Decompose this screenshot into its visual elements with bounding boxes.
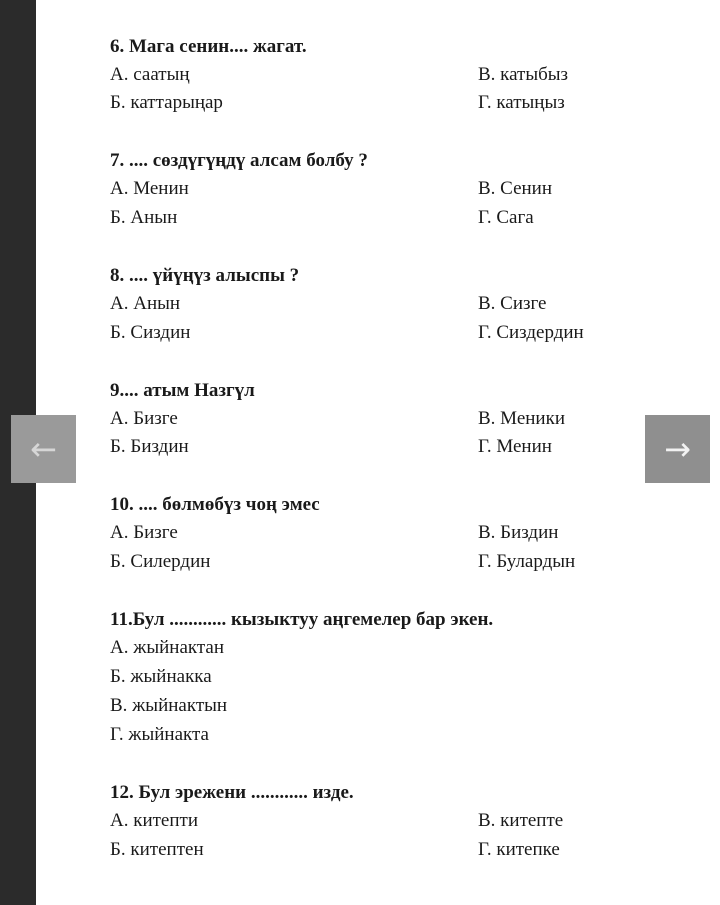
question-9: 9.... атым Назгүл: [110, 380, 255, 401]
previous-arrow-button[interactable]: [11, 415, 76, 483]
option-10a: А. Бизге: [110, 522, 178, 543]
question-6: 6. Мага сенин.... жагат.: [110, 36, 307, 57]
arrow-right-icon: →: [664, 430, 691, 468]
question-10: 10. .... бөлмөбүз чоң эмес: [110, 494, 320, 515]
option-12v: В. китепте: [478, 810, 564, 831]
option-8v: В. Сизге: [478, 293, 547, 314]
option-7g: Г. Сага: [478, 207, 534, 228]
option-11a: А. жыйнактан: [110, 637, 224, 658]
question-12: 12. Бул эрежени ............ изде.: [110, 782, 354, 803]
option-7v: В. Сенин: [478, 178, 553, 199]
option-7b: Б. Анын: [110, 207, 178, 228]
option-10g: Г. Булардын: [478, 551, 576, 572]
option-8a: А. Анын: [110, 293, 181, 314]
option-11v: В. жыйнактын: [110, 695, 228, 716]
question-11: 11.Бул ............ кызыктуу аңгемелер бар экен.: [110, 609, 494, 630]
arrow-left-icon: ←: [30, 430, 57, 468]
option-8g: Г. Сиздердин: [478, 322, 584, 343]
option-11g: Г. жыйнакта: [110, 724, 209, 745]
option-12g: Г. китепке: [478, 839, 560, 860]
question-7: 7. .... сөздүгүңдү алсам болбу ?: [110, 150, 368, 171]
option-6v: В. катыбыз: [478, 64, 569, 85]
option-8b: Б. Сиздин: [110, 322, 191, 343]
option-9v: В. Меники: [478, 408, 565, 429]
option-9b: Б. Биздин: [110, 436, 189, 457]
option-9a: А. Бизге: [110, 408, 178, 429]
next-arrow-button[interactable]: [645, 415, 710, 483]
option-10v: В. Биздин: [478, 522, 559, 543]
question-8: 8. .... үйүңүз алыспы ?: [110, 265, 300, 286]
option-12b: Б. китептен: [110, 839, 204, 860]
option-6g: Г. катыңыз: [478, 92, 565, 113]
option-12a: А. китепти: [110, 810, 198, 831]
option-10b: Б. Силердин: [110, 551, 211, 572]
option-6a: А. саатың: [110, 64, 190, 85]
option-6b: Б. каттарыңар: [110, 92, 223, 113]
option-11b: Б. жыйнакка: [110, 666, 212, 687]
option-9g: Г. Менин: [478, 436, 552, 457]
option-7a: А. Менин: [110, 178, 189, 199]
